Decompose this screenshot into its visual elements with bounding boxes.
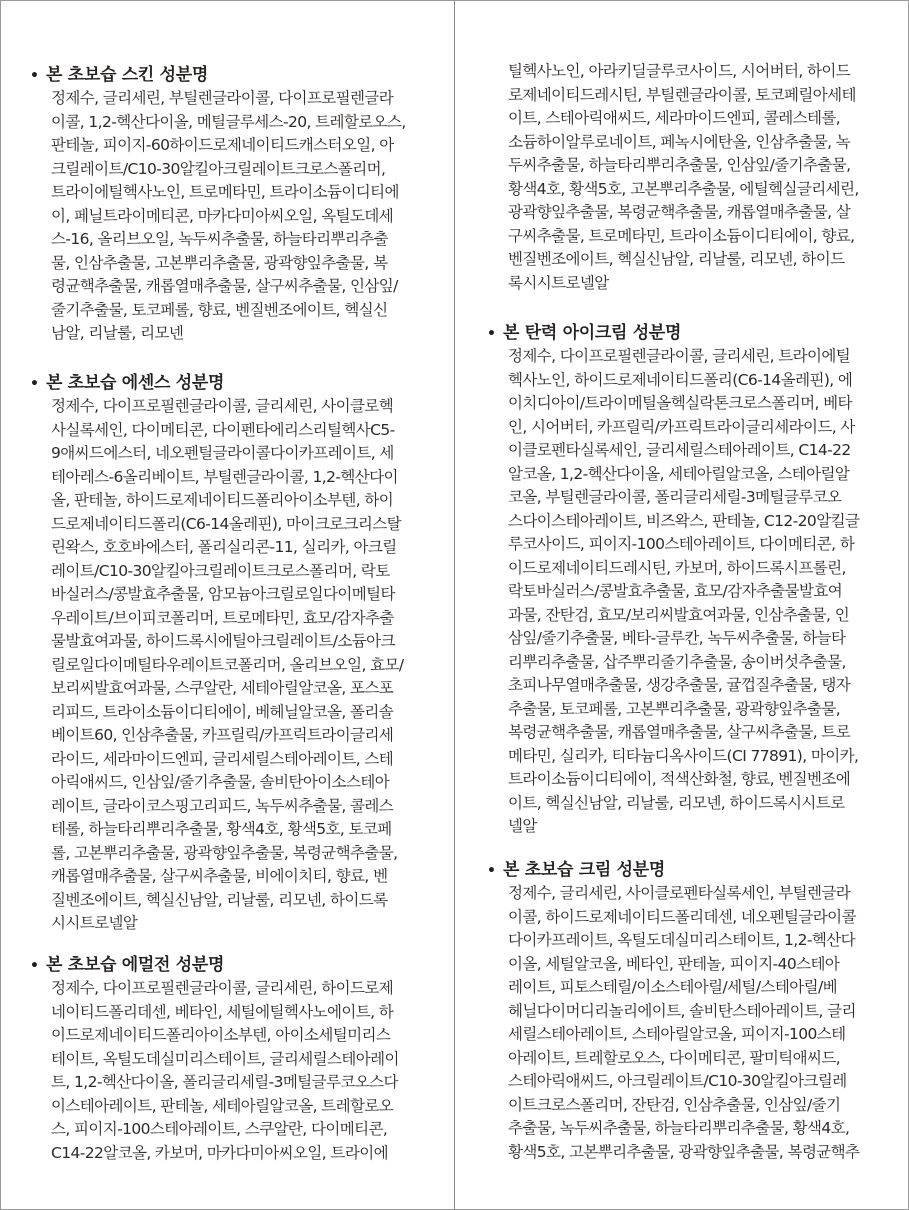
ingredient-line: 린왁스, 호호바에스터, 폴리실리콘-11, 실리카, 아크릴 [51, 538, 397, 556]
ingredient-line: 시시트로넬알 [51, 914, 138, 932]
ingredient-line: 판테놀, 피이지-60하이드로제네이티드캐스터오일, 아 [51, 136, 394, 154]
ingredient-line: 로제네이티드레시틴, 부틸렌글라이콜, 토코페릴아세테 [508, 85, 856, 104]
ingredient-line: 령균핵추출물, 캐롭열매추출물, 살구씨추출물, 인삼잎/ [51, 277, 398, 295]
ingredient-line: 이트, 스테아릭애씨드, 세라마이드엔피, 콜레스테롤, [508, 109, 841, 127]
ingredient-line: 세릴스테아레이트, 스테아릴알코올, 피이지-100스테 [508, 1025, 846, 1043]
ingredient-line: 넬알 [508, 817, 537, 835]
ingredient-line: 정제수, 다이프로필렌글라이콜, 글리세린, 트라이에틸 [508, 347, 851, 365]
ingredient-line: 다이카프레이트, 옥틸도데실미리스테이트, 1,2-헥산다 [508, 931, 855, 949]
ingredient-line: 올, 판테놀, 하이드로제네이티드폴리아이소부텐, 하이 [51, 491, 394, 509]
ingredient-line: 추출물, 녹두씨추출물, 하늘타리뿌리추출물, 황색4호, [508, 1119, 850, 1137]
section-title [30, 63, 440, 87]
ingredient-line: 틸헥사노인, 아라키딜글루코사이드, 시어버터, 하이드 [508, 62, 851, 80]
ingredient-line: 삼잎/줄기추출물, 베타-글루칸, 녹두씨추출물, 하늘타 [508, 629, 846, 647]
ingredient-line: 아레이트, 트레할로오스, 다이메티콘, 팔미틱애씨드, [508, 1048, 841, 1067]
ingredient-line: 이드로제네이티드레시틴, 카보머, 하이드록시프롤린, [508, 558, 846, 577]
ingredient-line: 록시시트로넬알 [508, 273, 609, 292]
ingredient-line: 라이드, 세라마이드엔피, 글리세릴스테아레이트, 스테 [51, 749, 394, 768]
ingredient-section [30, 953, 440, 1165]
ingredient-line: 이콜, 하이드로제네이티드폴리데센, 네오펜틸글라이콜 [508, 907, 856, 926]
ingredient-line: 테롤, 하늘타리뿌리추출물, 황색4호, 황색5호, 토코페 [51, 820, 392, 838]
ingredient-line: 스, 피이지-100스테아레이트, 스쿠알란, 다이메티콘, [51, 1120, 388, 1138]
section-title-text: 본 초보습 스킨 성분명 [46, 65, 208, 85]
ingredient-section [30, 63, 440, 346]
ingredient-list [51, 977, 440, 1165]
section-title [30, 371, 440, 395]
ingredient-line: 레이트, 피토스테릴/이소스테아릴/세틸/스테아릴/베 [508, 978, 837, 996]
ingredient-line: 헥사노인, 하이드로제네이티드폴리(C6-14올레핀), 에 [508, 370, 853, 389]
ingredient-line: 사실록세인, 다이메티콘, 다이펜타에리스리틸헥사C5- [51, 420, 395, 439]
ingredient-list [508, 60, 897, 295]
ingredient-section [487, 60, 897, 295]
ingredient-line: 정제수, 다이프로필렌글라이콜, 글리세린, 하이드로제 [51, 979, 394, 997]
ingredient-line: 줄기추출물, 토코페롤, 향료, 벤질벤조에이트, 헥실신 [51, 300, 388, 319]
bullet-icon: • [30, 958, 39, 974]
ingredient-line: 남알, 리날룰, 리모넨 [51, 324, 184, 342]
ingredient-line: 롤, 고본뿌리추출물, 광곽향잎추출물, 복령균핵추출물, [51, 843, 398, 862]
ingredient-line: 보리씨발효여과물, 스쿠알란, 세테아릴알코올, 포스포 [51, 679, 394, 697]
ingredient-line: 소듐하이알루로네이트, 페녹시에탄올, 인삼추출물, 녹 [508, 132, 851, 151]
ingredient-section [487, 858, 897, 1164]
ingredient-line: 두씨추출물, 하늘타리뿌리추출물, 인삼잎/줄기추출물, [508, 156, 851, 174]
ingredient-list [508, 882, 897, 1164]
ingredient-line: 바실러스/콩발효추출물, 암모늄아크릴로일다이메틸타 [51, 585, 395, 603]
ingredient-section [487, 321, 897, 839]
ingredient-line: 초피나무열매추출물, 생강추출물, 귤껍질추출물, 탱자 [508, 676, 851, 694]
ingredient-line: 물발효여과물, 하이드록시에틸아크릴레이트/소듐아크 [51, 632, 395, 650]
ingredient-line: 이트크로스폴리머, 잔탄검, 인삼추출물, 인삼잎/줄기 [508, 1095, 841, 1114]
ingredient-line: 아릭애씨드, 인삼잎/줄기추출물, 솔비탄아이소스테아 [51, 773, 390, 791]
ingredient-line: 광곽향잎추출물, 복령균핵추출물, 캐롭열매추출물, 살 [508, 203, 851, 221]
ingredient-line: 레이트, 글라이코스핑고리피드, 녹두씨추출물, 콜레스 [51, 796, 394, 815]
ingredient-line: 이트, 헥실신남알, 리날룰, 리모넨, 하이드록시시트로 [508, 793, 845, 812]
ingredient-line: 스다이스테아레이트, 비즈왁스, 판테놀, C12-20알킬글 [508, 511, 860, 530]
ingredient-line: 이올, 세틸알코올, 베타인, 판테놀, 피이지-40스테아 [508, 954, 840, 973]
ingredient-line: 알코올, 1,2-헥산다이올, 세테아릴알코올, 스테아릴알 [508, 464, 850, 483]
ingredient-list [51, 395, 440, 936]
ingredient-line: 베이트60, 인삼추출물, 카프릴릭/카프릭트라이글리세 [51, 726, 394, 744]
ingredient-line: 루코사이드, 피이지-100스테아레이트, 다이메티콘, 하 [508, 535, 855, 553]
ingredient-line: 복령균핵추출물, 캐롭열매추출물, 살구씨추출물, 트로 [508, 723, 851, 741]
column-divider [454, 0, 455, 1210]
ingredient-line: 트, 1,2-헥산다이올, 폴리글리세릴-3메틸글루코오스다 [51, 1073, 398, 1091]
ingredient-line: 리뿌리추출물, 삽주뿌리줄기추출물, 송이버섯추출물, [508, 652, 846, 671]
ingredient-line: 크릴레이트/C10-30알킬아크릴레이트크로스폴리머, [51, 159, 386, 178]
ingredient-line: C14-22알코올, 카보머, 마카다미아씨오일, 트라이에 [51, 1143, 388, 1162]
ingredient-line: 테아레스-6올리베이트, 부틸렌글라이콜, 1,2-헥산다이 [51, 467, 398, 486]
ingredient-line: 벤질벤조에이트, 헥실신남알, 리날룰, 리모넨, 하이드 [508, 250, 845, 268]
section-title-text: 본 초보습 크림 성분명 [503, 860, 665, 880]
ingredient-line: 레이트/C10-30알킬아크릴레이트크로스폴리머, 락토 [51, 561, 390, 580]
section-title-text: 본 초보습 에멀전 성분명 [46, 955, 225, 975]
ingredient-line: 정제수, 글리세린, 부틸렌글라이콜, 다이프로필렌글라 [51, 89, 394, 107]
ingredient-line: 이클로펜타실록세인, 글리세릴스테아레이트, C14-22 [508, 441, 851, 459]
ingredient-line: 스-16, 올리브오일, 녹두씨추출물, 하늘타리뿌리추출 [51, 230, 388, 248]
ingredient-line: 황색4호, 황색5호, 고본뿌리추출물, 에틸헥실글리세린, [508, 179, 859, 198]
ingredient-line: 네이티드폴리데센, 베타인, 세틸에틸헥사노에이트, 하 [51, 1002, 394, 1021]
section-title [487, 321, 897, 345]
ingredient-line: 과물, 잔탄검, 효모/보리씨발효여과물, 인삼추출물, 인 [508, 605, 850, 624]
ingredient-line: 락토바실러스/콩발효추출물, 효모/감자추출물발효여 [508, 582, 843, 600]
ingredient-line: 릴로일다이메틸타우레이트코폴리머, 올리브오일, 효모/ [51, 655, 404, 674]
ingredient-line: 이콜, 1,2-헥산다이올, 메틸글루세스-20, 트레할로오스, [51, 112, 406, 131]
ingredient-line: 트라이에틸헥사노인, 트로메타민, 트라이소듐이디티에 [51, 183, 399, 201]
ingredient-line: 리피드, 트라이소듐이디티에이, 베헤닐알코올, 폴리솔 [51, 702, 394, 721]
bullet-icon: • [487, 863, 496, 879]
ingredient-line: 9애씨드에스터, 네오펜틸글라이콜다이카프레이트, 세 [51, 444, 394, 462]
section-title [487, 858, 897, 882]
ingredient-list [51, 87, 440, 346]
section-title [30, 953, 440, 977]
ingredient-line: 이드로제네이티드폴리아이소부텐, 아이소세틸미리스 [51, 1026, 391, 1044]
section-title-text: 본 탄력 아이크림 성분명 [503, 323, 682, 343]
ingredient-line: 인, 시어버터, 카프릴릭/카프릭트라이글리세라이드, 사 [508, 417, 855, 436]
ingredient-line: 추출물, 토코페롤, 고본뿌리추출물, 광곽향잎추출물, [508, 699, 841, 718]
ingredient-line: 이스테아레이트, 판테놀, 세테아릴알코올, 트레할로오 [51, 1096, 394, 1115]
ingredient-line: 우레이트/브이피코폴리머, 트로메타민, 효모/감자추출 [51, 608, 394, 627]
section-title-text: 본 초보습 에센스 성분명 [46, 373, 225, 393]
ingredient-line: 정제수, 글리세린, 사이클로펜타실록세인, 부틸렌글라 [508, 884, 851, 902]
ingredient-line: 이치디아이/트라이메틸올헥실락톤크로스폴리머, 베타 [508, 394, 852, 412]
ingredient-line: 코올, 부틸렌글라이콜, 폴리글리세릴-3메틸글루코오 [508, 488, 842, 506]
bullet-icon: • [487, 326, 496, 342]
ingredient-line: 스테아릭애씨드, 아크릴레이트/C10-30알킬아크릴레 [508, 1072, 847, 1090]
ingredient-line: 헤닐다이머디리놀리에이트, 솔비탄스테아레이트, 글리 [508, 1001, 856, 1020]
ingredient-line: 이, 페닐트라이메티콘, 마카다미아씨오일, 옥틸도데세 [51, 206, 394, 225]
ingredient-line: 정제수, 다이프로필렌글라이콜, 글리세린, 사이클로헥 [51, 397, 394, 415]
ingredient-line: 캐롭열매추출물, 살구씨추출물, 비에이치티, 향료, 벤 [51, 867, 388, 885]
ingredient-list [508, 345, 897, 839]
ingredient-line: 드로제네이티드폴리(C6-14올레핀), 마이크로크리스탈 [51, 514, 402, 533]
ingredient-line: 구씨추출물, 트로메타민, 트라이소듐이디티에이, 향료, [508, 226, 855, 245]
ingredient-section [30, 371, 440, 936]
ingredient-line: 질벤조에이트, 헥실신남알, 리날룰, 리모넨, 하이드록 [51, 890, 388, 909]
ingredient-line: 테이트, 옥틸도데실미리스테이트, 글리세릴스테아레이 [51, 1049, 399, 1068]
ingredient-line: 메타민, 실리카, 티타늄디옥사이드(CI 77891), 마이카, [508, 746, 859, 765]
bullet-icon: • [30, 376, 39, 392]
ingredient-line: 황색5호, 고본뿌리추출물, 광곽향잎추출물, 복령균핵추 [508, 1142, 860, 1161]
ingredient-line: 트라이소듐이디티에이, 적색산화철, 향료, 벤질벤조에 [508, 770, 851, 788]
bullet-icon: • [30, 68, 39, 84]
ingredient-line: 물, 인삼추출물, 고본뿌리추출물, 광곽향잎추출물, 복 [51, 253, 388, 272]
